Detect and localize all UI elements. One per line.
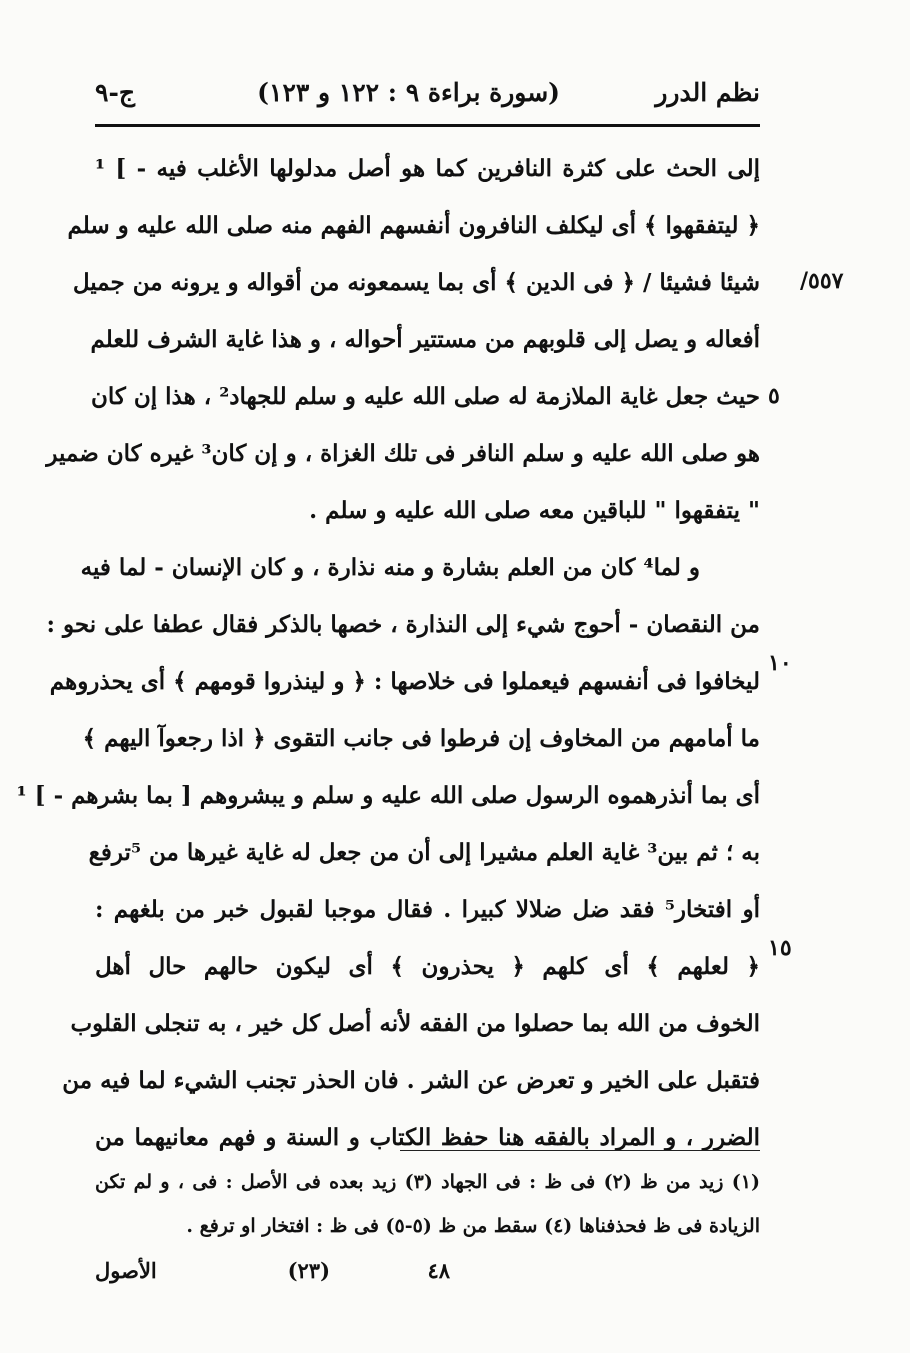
page-footer — [95, 1258, 760, 1294]
footnote-line: الزيادة فى ظ فحذفناها (٤) سقط من ظ (٥-٥) فى ظ : افتخار او ترفع . — [186, 1215, 760, 1237]
text-line: أو افتخار⁵ فقد ضل ضلالا كبيرا . فقال موجبا لقبول خبر من بلغهم : — [95, 896, 761, 923]
footnote-line: (١) زيد من ظ (٢) فى ظ : فى الجهاد (٣) زيد بعده فى الأصل : فى ، و لم تكن — [95, 1171, 760, 1193]
text-line: شيئا فشيئا / ﴿ فى الدين ﴾ أى بما يسمعونه من أقواله و يرونه من جميل — [72, 269, 760, 296]
main-text — [16, 140, 761, 1166]
text-line: و لما⁴ كان من العلم بشارة و منه نذارة ، و كان الإنسان - لما فيه — [80, 554, 700, 581]
text-line: ﴿ لعلهم ﴾ أى كلهم ﴿ يحذرون ﴾ أى ليكون حالهم حال أهل — [95, 953, 760, 980]
text-line: حيث جعل غاية الملازمة له صلى الله عليه و سلم للجهاد² ، هذا إن كان — [91, 383, 760, 410]
text-line: هو صلى الله عليه و سلم النافر فى تلك الغزاة ، و إن كان³ غيره كان ضمير — [46, 440, 760, 467]
text-line: " يتفقهوا " للباقين معه صلى الله عليه و سلم . — [309, 497, 760, 524]
footnote-divider — [400, 1150, 760, 1151]
text-line: من النقصان - أحوج شيء إلى النذارة ، خصها بالذكر فقال عطفا على نحو : — [46, 611, 760, 638]
text-line: ﴿ ليتفقهوا ﴾ أى ليكلف النافرون أنفسهم الفهم منه صلى الله عليه و سلم — [67, 212, 760, 239]
text-line: أفعاله و يصل إلى قلوبهم من مستتير أحواله ، و هذا غاية الشرف للعلم — [90, 326, 760, 353]
source-code: الأصول — [95, 1258, 157, 1283]
signature-number: (٢٣) — [287, 1258, 330, 1283]
text-line: الخوف من الله بما حصلوا من الفقه لأنه أصل كل خير ، به تنجلى القلوب — [70, 1010, 760, 1037]
text-line: ما أمامهم من المخاوف إن فرطوا فى جانب التقوى ﴿ اذا رجعوآ اليهم ﴾ — [82, 725, 760, 752]
book-title: نظم الدرر — [655, 78, 760, 107]
running-header — [95, 78, 760, 118]
footnotes — [95, 1160, 760, 1248]
margin-line-number-10: ١٠ — [768, 650, 792, 676]
sura-info: (سورة براءة ٩ : ١٢٢ و ١٢٣) — [257, 78, 560, 107]
margin-line-number-5: ٥ — [768, 383, 780, 409]
text-line: فتقبل على الخير و تعرض عن الشر . فان الحذر تجنب الشيء لما فيه من — [62, 1067, 760, 1094]
text-line: أى بما أنذرهموه الرسول صلى الله عليه و سلم و يبشروهم [ بما بشرهم - ] ¹ — [16, 782, 760, 809]
margin-folio-number: ٥٥٧/ — [800, 268, 844, 294]
volume-number: ج-٩ — [95, 78, 135, 107]
page-number: ٤٨ — [427, 1258, 450, 1283]
text-line: الضرر ، و المراد بالفقه هنا حفظ الكتاب و السنة و فهم معانيهما من — [95, 1124, 760, 1151]
text-line: إلى الحث على كثرة النافرين كما هو أصل مدلولها الأغلب فيه - ] ¹ — [95, 155, 760, 182]
margin-line-number-15: ١٥ — [768, 935, 792, 961]
text-line: ليخافوا فى أنفسهم فيعملوا فى خلاصها : ﴿ و لينذروا قومهم ﴾ أى يحذروهم — [49, 668, 760, 695]
header-divider — [95, 124, 760, 127]
text-line: به ؛ ثم بين³ غاية العلم مشيرا إلى أن من جعل له غاية غيرها من ⁵ترفع — [88, 839, 760, 866]
